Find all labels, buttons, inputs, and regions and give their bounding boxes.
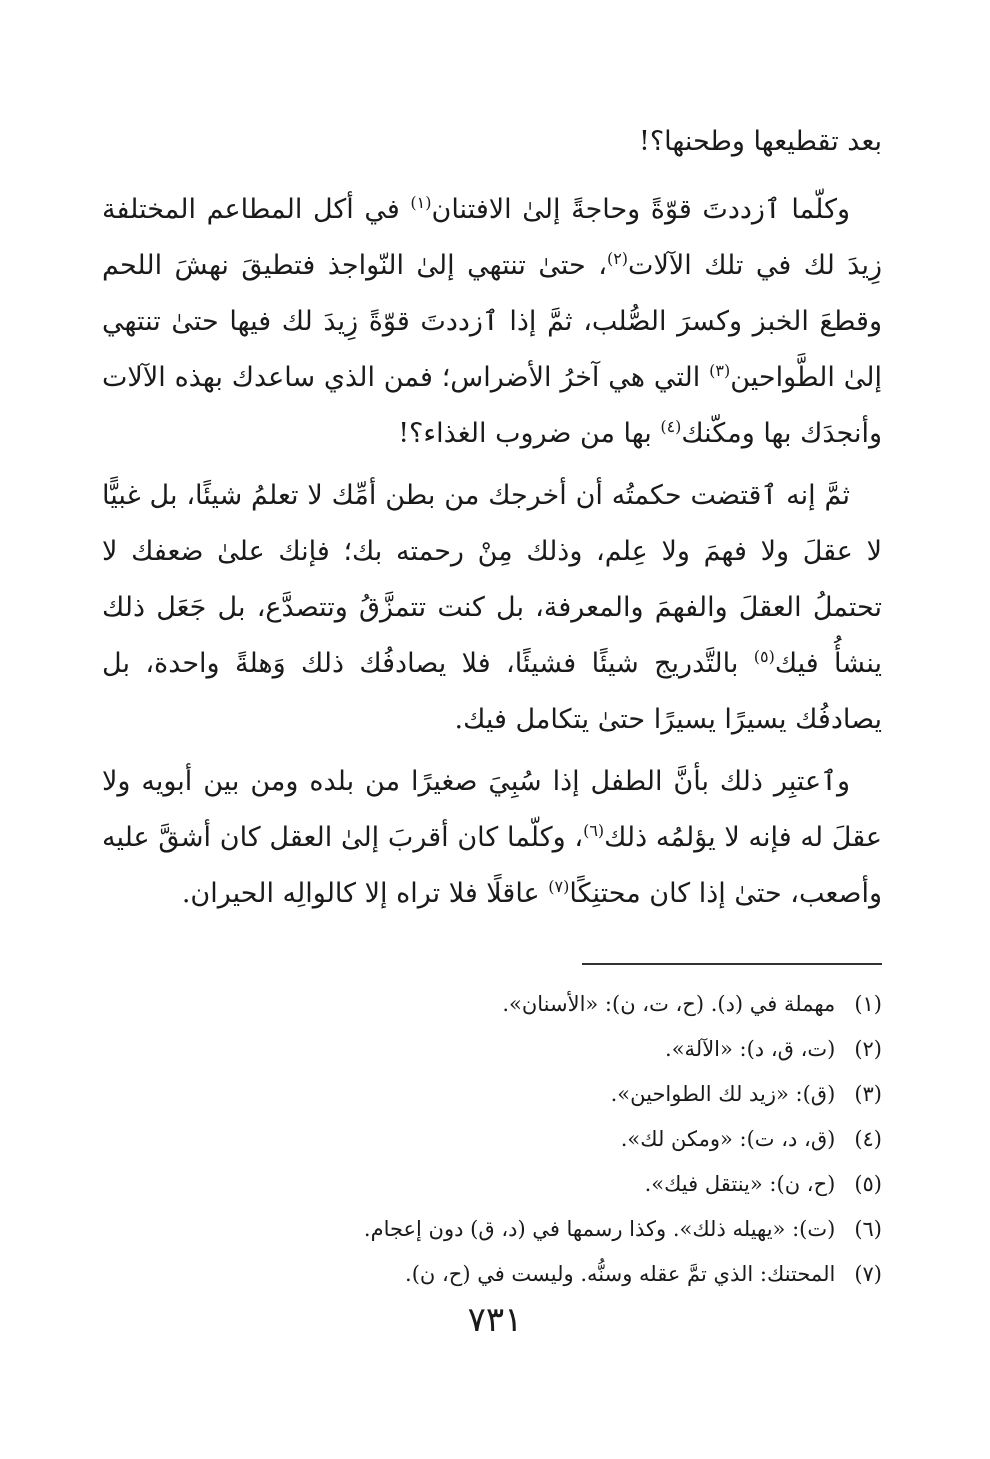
footnote-separator xyxy=(582,963,882,965)
footnote-text: (ق، د، ت): «ومكن لك». xyxy=(620,1127,836,1151)
paragraph-block-1 xyxy=(102,182,882,462)
footnote-number: (٢) xyxy=(854,1037,882,1061)
footnote-number: (١) xyxy=(854,992,882,1016)
footnote-text: (ت، ق، د): «الآلة». xyxy=(665,1037,836,1061)
paragraph-text: بالتَّدريج شيئًا فشيئًا، فلا يصادفُك ذلك وَهلةً واحدة، بل يصادفُك يسيرًا يسيرًا حتىٰ يتكامل فيك. xyxy=(102,648,882,735)
footnote-item xyxy=(102,982,882,1027)
footnote-reference: (١) xyxy=(410,193,432,212)
paragraph-text: وكلّما ٱزددتَ قوّةً وحاجةً إلىٰ الافتنان xyxy=(431,194,851,225)
footnote-text: المحتنك: الذي تمَّ عقله وسنُّه. وليست في (ح، ن). xyxy=(405,1262,836,1286)
paragraph-text: في أكل المطاعم المختلفة زِيدَ لك في تلك الآلات xyxy=(102,194,883,281)
paragraph-2 xyxy=(102,468,882,748)
paragraph-text: بعد تقطيعها وطحنها؟! xyxy=(639,126,882,157)
footnotes-list xyxy=(102,982,882,1297)
footnote-reference: (٦) xyxy=(583,821,605,840)
paragraph-text: بها من ضروب الغذاء؟! xyxy=(398,418,661,449)
footnote-item xyxy=(102,1117,882,1162)
footnote-number: (٣) xyxy=(854,1082,882,1106)
paragraph-1 xyxy=(102,182,882,462)
paragraph-3 xyxy=(102,754,882,922)
paragraph-0 xyxy=(102,114,882,170)
paragraph-block-3 xyxy=(102,754,882,922)
footnote-reference: (٧) xyxy=(548,877,570,896)
footnote-number: (٥) xyxy=(854,1172,882,1196)
paragraph-text: التي هي آخرُ الأضراس؛ فمن الذي ساعدك بهذه الآلات وأنجدَك بها ومكّنك xyxy=(102,362,882,449)
footnote-number: (٦) xyxy=(854,1217,882,1241)
paragraph-text: ثمَّ إنه ٱقتضت حكمتُه أن أخرجك من بطن أمِّك لا تعلمُ شيئًا، بل غبيًّا لا عقلَ ولا فهمَ ولا عِلم، وذلك مِنْ رحمته بك؛ فإنك علىٰ ضعفك لا تحتملُ العقلَ والفهمَ والمعرفة، بل كنت تتمزَّقُ وتتصدَّع، بل جَعَل ذلك ينشأُ فيك xyxy=(102,480,882,679)
footnote-item xyxy=(102,1072,882,1117)
footnote-item xyxy=(102,1027,882,1072)
paragraph-text: ، حتىٰ تنتهي إلىٰ النّواجذ فتطيقَ نهشَ اللحم وقطعَ الخبز وكسرَ الصُّلب، ثمَّ إذا ٱزددتَ قوّةً زِيدَ لك فيها حتىٰ تنتهي إلىٰ الطَّواحين xyxy=(102,250,882,393)
paragraph-text: عاقلًا فلا تراه إلا كالوالِه الحيران. xyxy=(181,878,549,909)
footnote-reference: (٣) xyxy=(709,361,731,380)
paragraph-text: وٱعتبِر ذلك بأنَّ الطفل إذا سُبِيَ صغيرًا من بلده ومن بين أبويه ولا عقلَ له فإنه لا يؤلمُه ذلك xyxy=(102,766,882,853)
paragraph-block-2 xyxy=(102,468,882,748)
paragraph-continuation xyxy=(102,114,882,170)
paragraph-text: ، وكلّما كان أقربَ إلىٰ العقل كان أشقَّ عليه وأصعب، حتىٰ إذا كان محتنِكًا xyxy=(102,822,882,909)
page-number: ٧٣١ xyxy=(467,1300,523,1340)
footnote-reference: (٢) xyxy=(606,249,629,268)
footnote-text: (ق): «زيد لك الطواحين». xyxy=(610,1082,836,1106)
footnote-reference: (٥) xyxy=(753,647,775,666)
footnote-text: (ت): «يهيله ذلك». وكذا رسمها في (د، ق) دون إعجام. xyxy=(363,1217,836,1241)
footnote-number: (٤) xyxy=(854,1127,882,1151)
footnote-number: (٧) xyxy=(854,1262,882,1286)
footnote-item xyxy=(102,1162,882,1207)
footnote-item xyxy=(102,1207,882,1252)
footnote-reference: (٤) xyxy=(660,417,682,436)
footnote-item xyxy=(102,1252,882,1297)
footnote-text: مهملة في (د). (ح، ت، ن): «الأسنان». xyxy=(502,992,836,1016)
footnote-text: (ح، ن): «ينتقل فيك». xyxy=(644,1172,836,1196)
